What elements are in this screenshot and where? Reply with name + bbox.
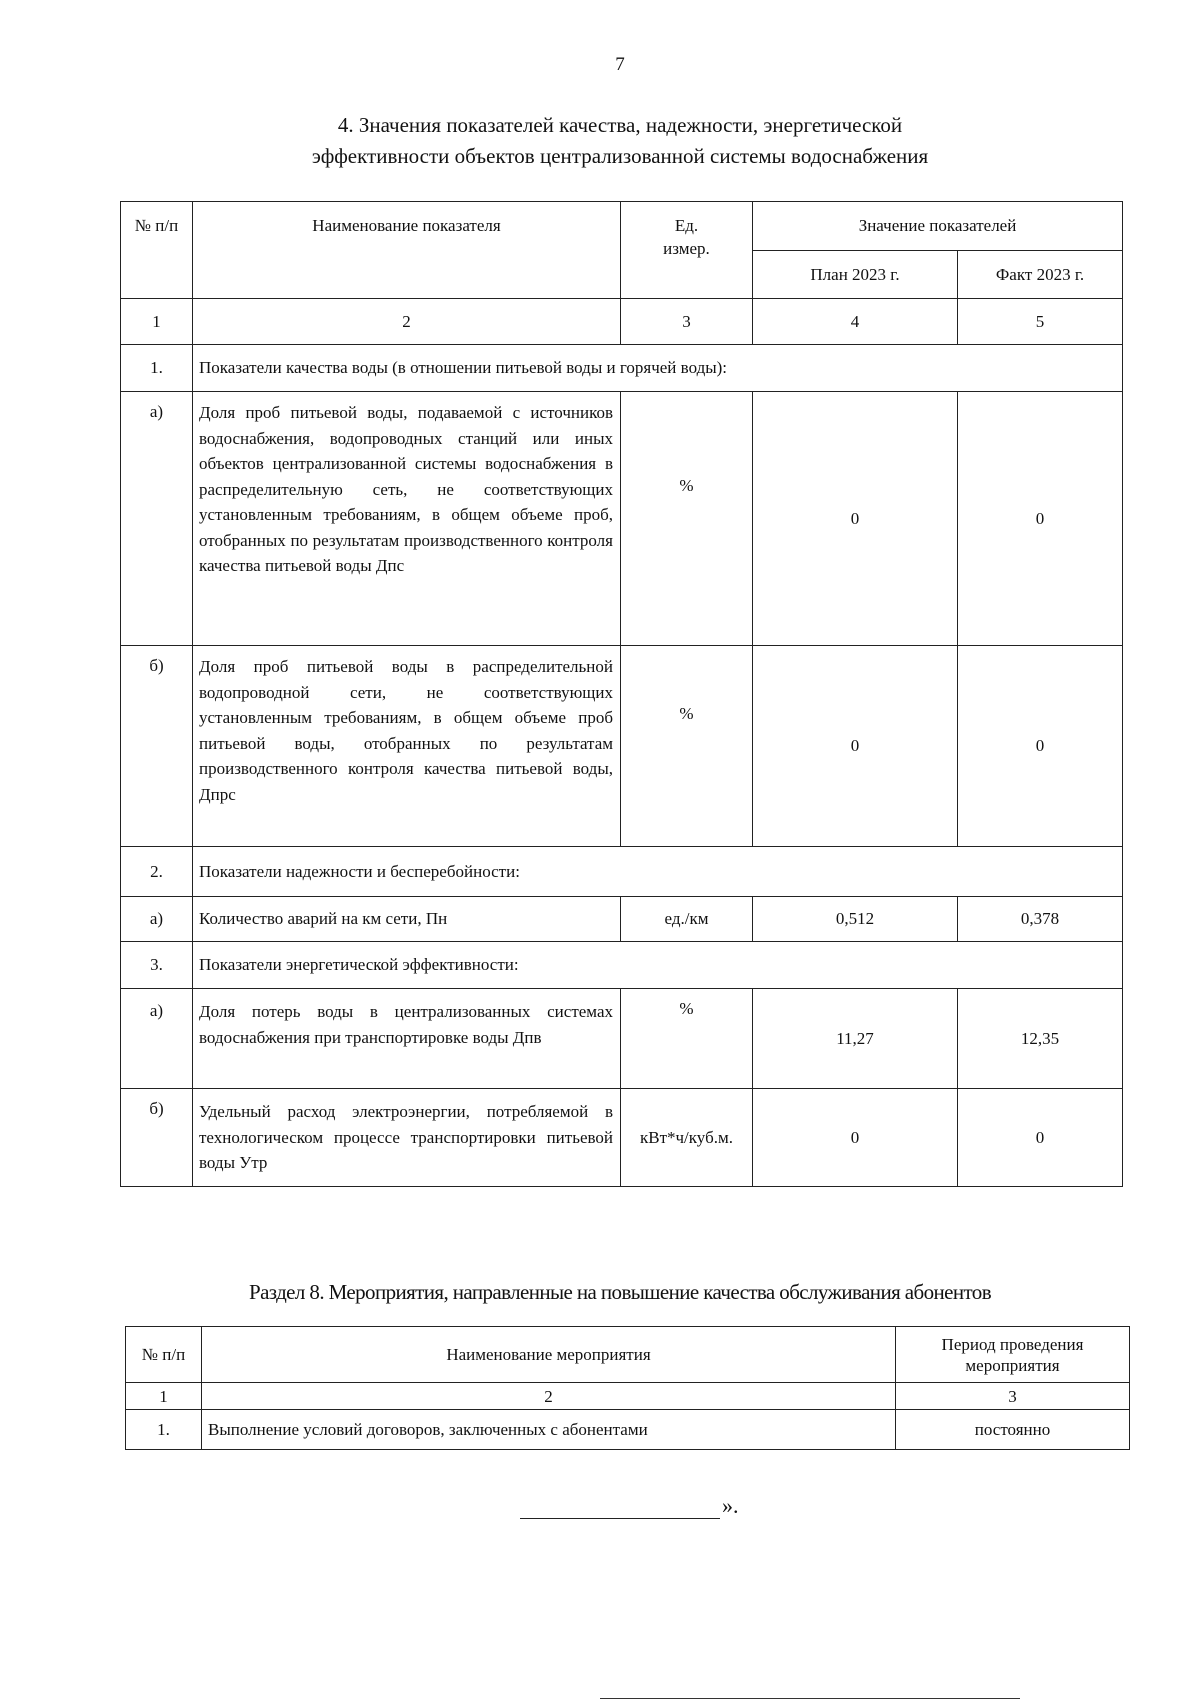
page-number: 7 [615, 54, 625, 75]
column-number-row [126, 1383, 1130, 1410]
closing-mark [520, 1493, 739, 1519]
indicator-unit: % [621, 392, 753, 646]
group-row [121, 345, 1123, 392]
indicator-unit: % [621, 989, 753, 1089]
indicator-row [121, 392, 1123, 646]
section4-title-line2: эффективности объектов централизованной системы водоснабжения [311, 144, 929, 168]
blank-line [520, 1498, 720, 1519]
measure-row [126, 1410, 1130, 1450]
header-name: Наименование мероприятия [202, 1327, 896, 1383]
group-title: Показатели качества воды (в отношении питьевой воды и горячей воды): [193, 345, 1123, 392]
section4-title [120, 110, 1120, 172]
header-values: Значение показателей [753, 202, 1123, 251]
column-number: 4 [753, 299, 958, 345]
indicator-row [121, 646, 1123, 847]
header-unit [621, 202, 753, 299]
indicator-name: Доля потерь воды в централизованных системах водоснабжения при транспортировке воды Дпв [193, 989, 621, 1089]
header-num: № п/п [126, 1327, 202, 1383]
header-row [126, 1327, 1130, 1383]
indicator-row [121, 1089, 1123, 1187]
indicator-fact: 12,35 [958, 989, 1123, 1089]
column-number: 3 [621, 299, 753, 345]
header-plan: План 2023 г. [753, 251, 958, 299]
indicator-plan: 0 [753, 646, 958, 847]
indicator-row [121, 897, 1123, 942]
column-number: 3 [896, 1383, 1130, 1410]
indicator-name: Удельный расход электроэнергии, потребляемой в технологическом процессе транспортировки питьевой воды Утр [193, 1089, 621, 1187]
group-row [121, 942, 1123, 989]
section4-title-line1: 4. Значения показателей качества, надежности, энергетической [337, 113, 903, 137]
header-period [896, 1327, 1130, 1383]
indicator-plan: 0 [753, 1089, 958, 1187]
header-unit-line1: Ед. [674, 216, 699, 235]
row-number: б) [121, 1089, 193, 1187]
row-number: а) [121, 897, 193, 942]
row-number: б) [121, 646, 193, 847]
measure-period: постоянно [896, 1410, 1130, 1450]
column-number: 1 [121, 299, 193, 345]
group-title: Показатели надежности и бесперебойности: [193, 847, 1123, 897]
indicator-name: Доля проб питьевой воды, подаваемой с источников водоснабжения, водопроводных станций или иных объектов централизованной системы водоснабжения в распределительную сеть, не соответствующих установленным требованиям, в общем объеме проб, отобранных по результатам производственного контроля качества питьевой воды Дпс [193, 392, 621, 646]
indicator-plan: 0,512 [753, 897, 958, 942]
indicator-name: Количество аварий на км сети, Пн [193, 897, 621, 942]
measures-table [125, 1326, 1130, 1450]
indicator-fact: 0 [958, 392, 1123, 646]
measure-name: Выполнение условий договоров, заключенных с абонентами [202, 1410, 896, 1450]
column-number: 2 [202, 1383, 896, 1410]
indicators-table [120, 201, 1123, 1187]
header-num: № п/п [121, 202, 193, 299]
closing-quote: ». [722, 1493, 739, 1518]
column-number: 1 [126, 1383, 202, 1410]
header-row [121, 202, 1123, 251]
header-period-line1: Период проведения [941, 1334, 1084, 1354]
header-fact: Факт 2023 г. [958, 251, 1123, 299]
header-name: Наименование показателя [193, 202, 621, 299]
indicator-plan: 0 [753, 392, 958, 646]
indicator-unit: ед./км [621, 897, 753, 942]
group-number: 2. [121, 847, 193, 897]
indicator-row [121, 989, 1123, 1089]
column-number: 5 [958, 299, 1123, 345]
column-number: 2 [193, 299, 621, 345]
indicator-unit: % [621, 646, 753, 847]
row-number: 1. [126, 1410, 202, 1450]
indicator-unit: кВт*ч/куб.м. [621, 1089, 753, 1187]
row-number: а) [121, 392, 193, 646]
indicator-plan: 11,27 [753, 989, 958, 1089]
column-number-row [121, 299, 1123, 345]
group-row [121, 847, 1123, 897]
group-title: Показатели энергетической эффективности: [193, 942, 1123, 989]
indicator-fact: 0 [958, 1089, 1123, 1187]
indicator-fact: 0 [958, 646, 1123, 847]
section8-title: Раздел 8. Мероприятия, направленные на повышение качества обслуживания абонентов [248, 1280, 992, 1304]
group-number: 1. [121, 345, 193, 392]
indicator-name: Доля проб питьевой воды в распределительной водопроводной сети, не соответствующих установленным требованиям, в общем объеме проб питьевой воды, отобранных по результатам производственного контроля качества питьевой воды, Дпрс [193, 646, 621, 847]
row-number: а) [121, 989, 193, 1089]
bottom-rule [600, 1698, 1020, 1699]
group-number: 3. [121, 942, 193, 989]
header-unit-line2: измер. [663, 239, 710, 258]
header-period-line2: мероприятия [965, 1355, 1060, 1375]
indicator-fact: 0,378 [958, 897, 1123, 942]
